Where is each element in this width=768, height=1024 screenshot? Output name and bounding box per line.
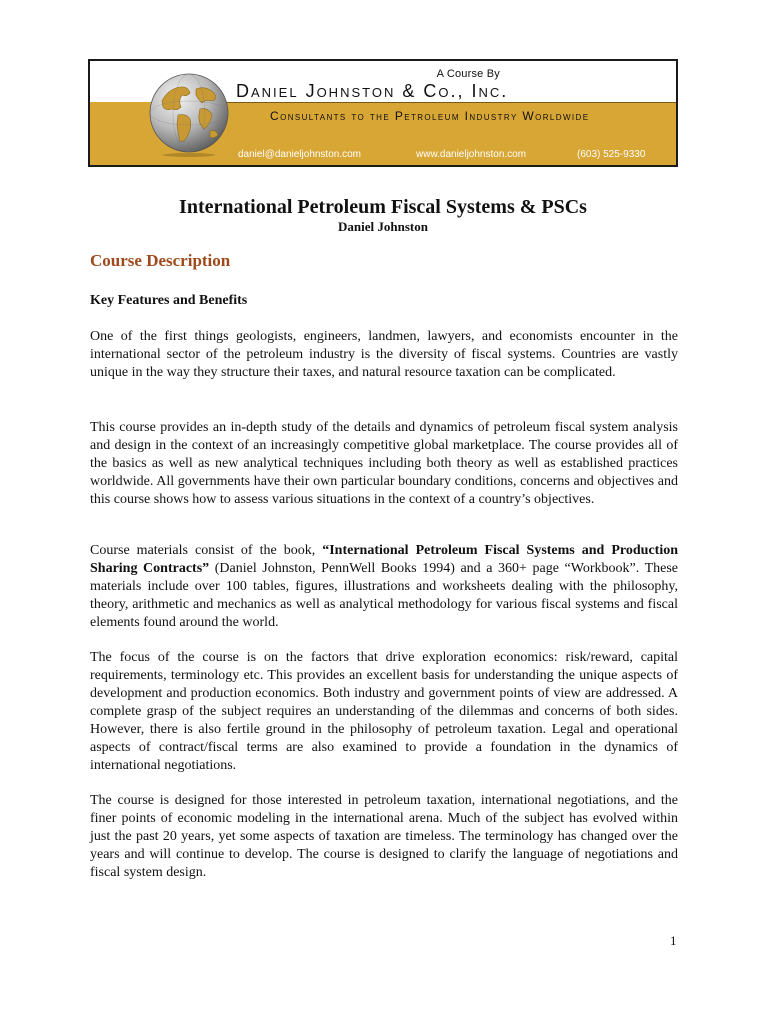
document-author: Daniel Johnston	[338, 219, 428, 234]
materials-lead-text: Course materials consist of the book,	[90, 543, 323, 558]
banner-divider	[190, 102, 676, 103]
paragraph-intro: One of the first things geologists, engineers, landmen, lawyers, and economists encounter in the international sector of the petroleum industry is the diversity of fiscal systems. Countries are vastly unique in the way they structure their taxes, and natural resource taxation can be complicated.	[90, 329, 678, 380]
book-title: “International Petroleum Fiscal Systems and Production Sharing Contracts”	[90, 543, 678, 576]
paragraph-course-focus: The focus of the course is on the factors that drive exploration economics: risk/reward, capital requirements, terminology etc. This provides an excellent basis for understanding the unique aspects of development and production economics. Both industry and government points of view are addressed. A complete grasp of the subject requires an understanding of the dilemmas and concerns of both sides. However, there is also fertile ground in the philosophy of petroleum taxation. Legal and operational aspects of contract/fiscal terms are also examined to provide a foundation in the dynamics of international negotiations.	[90, 650, 678, 773]
page-number: 1	[670, 933, 677, 948]
company-banner	[88, 59, 678, 167]
materials-tail-text: (Daniel Johnston, PennWell Books 1994) and a 360+ page “Workbook”. These materials include over 100 tables, figures, illustrations and worksheets dealing with the philosophy, theory, arithmetic and mechanics as well as analytical methodology for various fiscal systems and fiscal elements found around the world.	[90, 561, 678, 630]
paragraph-course-materials	[90, 542, 678, 632]
company-name: Daniel Johnston & Co., Inc.	[236, 81, 509, 101]
company-tagline: Consultants to the Petroleum Industry Worldwide	[270, 109, 590, 123]
contact-email: daniel@danieljohnston.com	[238, 149, 362, 160]
globe-icon	[148, 71, 230, 157]
course-by-label: A Course By	[436, 68, 500, 80]
contact-website: www.danieljohnston.com	[416, 149, 527, 160]
paragraph-course-overview: This course provides an in-depth study of the details and dynamics of petroleum fiscal system analysis and design in the context of an increasingly competitive global marketplace. The course provides all of the basics as well as new analytical techniques including both theory as well as established practices worldwide. All governments have their own particular boundary conditions, concerns and objectives and this course shows how to assess various situations in the context of a country’s objectives.	[90, 420, 678, 507]
document-title: International Petroleum Fiscal Systems & PSCs	[179, 196, 587, 218]
section-heading: Course Description	[90, 251, 231, 270]
sub-heading: Key Features and Benefits	[90, 293, 248, 308]
paragraph-audience: The course is designed for those interested in petroleum taxation, international negotiations, and the finer points of economic modeling in the international arena. Much of the subject has evolved within just the past 20 years, yet some aspects of taxation are timeless. The terminology has changed over the years and will continue to develop. The course is designed to clarify the language of negotiations and fiscal system design.	[90, 793, 678, 880]
contact-phone: (603) 525-9330	[577, 149, 646, 160]
